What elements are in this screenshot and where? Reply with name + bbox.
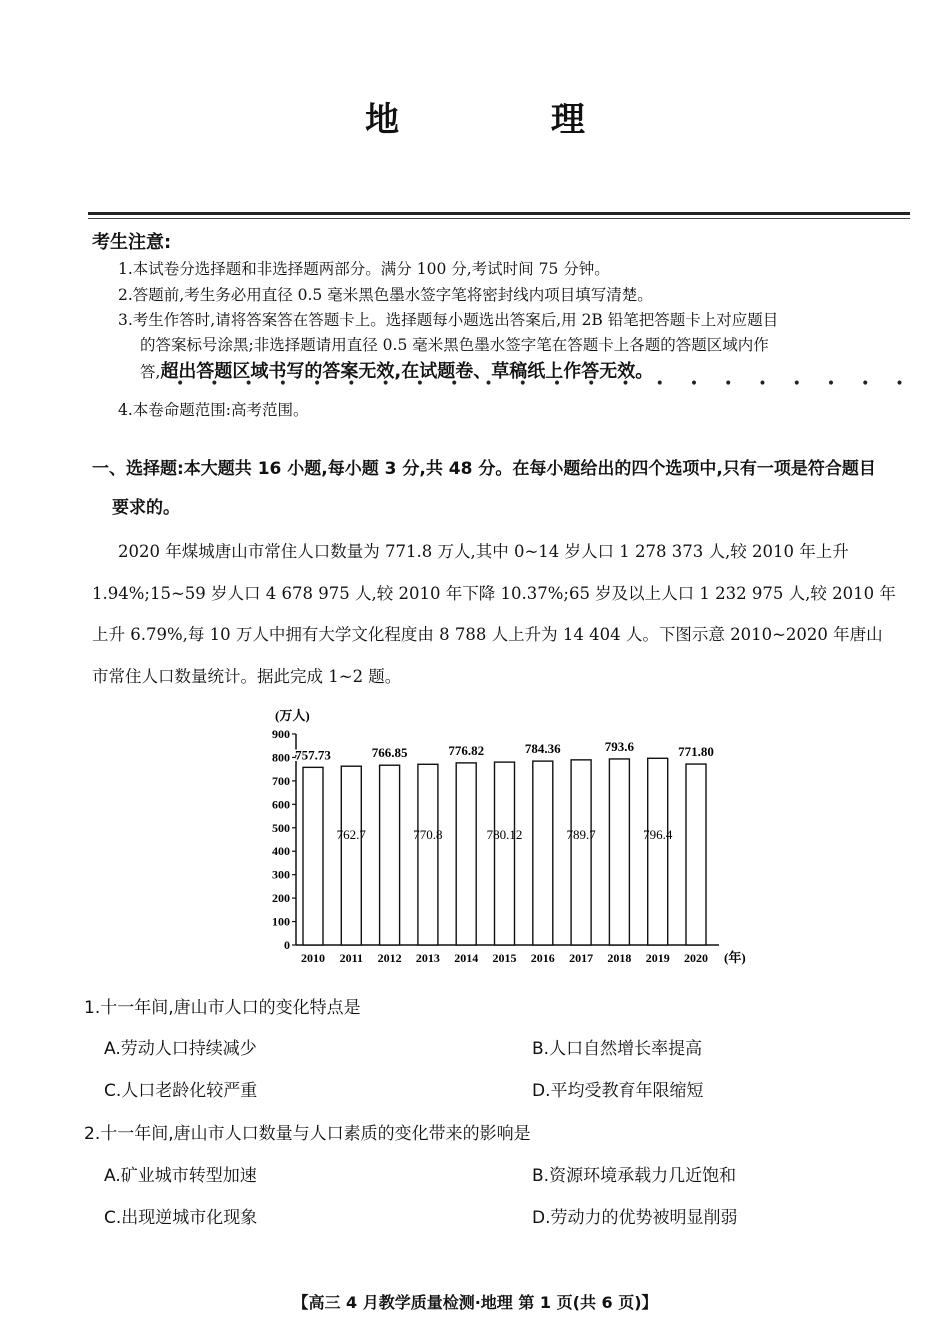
bar [303, 767, 323, 945]
notice-item-1: 1.本试卷分选择题和非选择题两部分。满分 100 分,考试时间 75 分钟。 [118, 260, 610, 278]
x-axis-label: (年) [724, 950, 746, 965]
x-tick-label: 2011 [339, 951, 363, 965]
header-rule-thin [88, 218, 910, 219]
notice-emphasis: 超出答题区域书写的答案无效,在试题卷、草稿纸上作答无效。 [160, 361, 654, 382]
data-label: 789.7 [566, 827, 596, 843]
data-label: 784.36 [524, 741, 561, 757]
question-2-option-a: A.矿业城市转型加速 [104, 1166, 257, 1186]
y-tick-label: 300 [272, 867, 290, 882]
y-tick-label: 500 [272, 820, 290, 835]
notice-item-2: 2.答题前,考生务必用直径 0.5 毫米黑色墨水签字笔将密封线内项目填写清楚。 [118, 286, 653, 304]
y-tick-label: 900 [272, 727, 290, 741]
question-2-stem: 2.十一年间,唐山市人口数量与人口素质的变化带来的影响是 [84, 1124, 531, 1144]
bar [609, 759, 629, 945]
x-tick-label: 2020 [684, 951, 708, 965]
y-axis-label: (万人) [275, 708, 310, 723]
section-heading-line-2: 要求的。 [112, 498, 180, 518]
passage-line-3: 上升 6.79%,每 10 万人中拥有大学文化程度由 8 788 人上升为 14 404 人。下图示意 2010~2020 年唐山 [92, 625, 883, 644]
data-label: 762.7 [336, 827, 366, 843]
header-rule [88, 212, 910, 215]
data-label: 757.73 [295, 747, 331, 763]
data-label: 780.12 [486, 827, 523, 843]
question-2-option-b: B.资源环境承载力几近饱和 [532, 1166, 737, 1186]
y-tick-label: 0 [284, 938, 290, 952]
x-tick-label: 2019 [645, 951, 670, 965]
question-1-option-a: A.劳动人口持续减少 [104, 1039, 257, 1059]
bar [341, 766, 361, 945]
data-label: 796.4 [643, 827, 673, 843]
passage-line-1: 2020 年煤城唐山市常住人口数量为 771.8 万人,其中 0~14 岁人口 1 278 373 人,较 2010 年上升 [118, 542, 849, 561]
bar [686, 764, 706, 945]
notice-item-3-prefix: 答, [140, 363, 161, 381]
emphasis-dots: •••••••••••••••••••••• [176, 376, 930, 392]
x-tick-label: 2014 [454, 951, 479, 965]
notice-item-4: 4.本卷命题范围:高考范围。 [118, 401, 309, 419]
bar [648, 758, 668, 945]
y-tick-label: 700 [272, 773, 290, 788]
passage-line-4: 市常住人口数量统计。据此完成 1~2 题。 [92, 667, 402, 686]
page-footer: 【高三 4 月教学质量检测·地理 第 1 页(共 6 页)】 [292, 1293, 658, 1312]
question-2-option-c: C.出现逆城市化现象 [104, 1208, 258, 1228]
x-tick-label: 2017 [569, 951, 594, 965]
data-label: 776.82 [448, 742, 485, 758]
passage-line-2: 1.94%;15~59 岁人口 4 678 975 人,较 2010 年下降 10.37%;65 岁及以上人口 1 232 975 人,较 2010 年 [92, 584, 896, 603]
bar [380, 765, 400, 945]
y-tick-label: 100 [272, 914, 290, 929]
bar [533, 761, 553, 945]
question-1-option-d: D.平均受教育年限缩短 [532, 1081, 704, 1101]
notice-item-3-line-1: 3.考生作答时,请将答案答在答题卡上。选择题每小题选出答案后,用 2B 铅笔把答题卡上对应题目 [118, 311, 779, 329]
y-tick-label: 400 [272, 844, 290, 859]
question-1-option-b: B.人口自然增长率提高 [532, 1039, 703, 1059]
question-2-option-d: D.劳动力的优势被明显削弱 [532, 1208, 738, 1228]
bar [495, 762, 515, 945]
y-tick-label: 800 [272, 750, 290, 765]
notice-item-3-line-2: 的答案标号涂黑;非选择题请用直径 0.5 毫米黑色墨水签字笔在答题卡上各题的答题区域内作 [140, 336, 769, 354]
section-heading [92, 454, 922, 518]
data-label: 766.85 [371, 745, 408, 761]
bar [456, 763, 476, 945]
data-label: 770.8 [413, 827, 443, 843]
data-label: 793.6 [604, 738, 635, 754]
x-tick-label: 2016 [530, 951, 555, 965]
data-label: 771.80 [678, 744, 714, 760]
bar [571, 760, 591, 945]
y-tick-label: 600 [272, 797, 290, 812]
x-tick-label: 2015 [492, 951, 517, 965]
question-1-stem: 1.十一年间,唐山市人口的变化特点是 [84, 998, 361, 1018]
x-tick-label: 2018 [607, 951, 632, 965]
population-bar-chart [255, 702, 795, 977]
bar [418, 764, 438, 945]
x-tick-label: 2012 [377, 951, 402, 965]
section-heading-line-1: 一、选择题:本大题共 16 小题,每小题 3 分,共 48 分。在每小题给出的四个选项中,只有一项是符合题目 [92, 459, 876, 479]
question-1-option-c: C.人口老龄化较严重 [104, 1081, 258, 1101]
x-tick-label: 2010 [301, 951, 325, 965]
page-title: 地 理 [365, 100, 655, 140]
x-tick-label: 2013 [415, 951, 440, 965]
notice-heading: 考生注意: [92, 232, 172, 253]
y-tick-label: 200 [272, 891, 290, 906]
